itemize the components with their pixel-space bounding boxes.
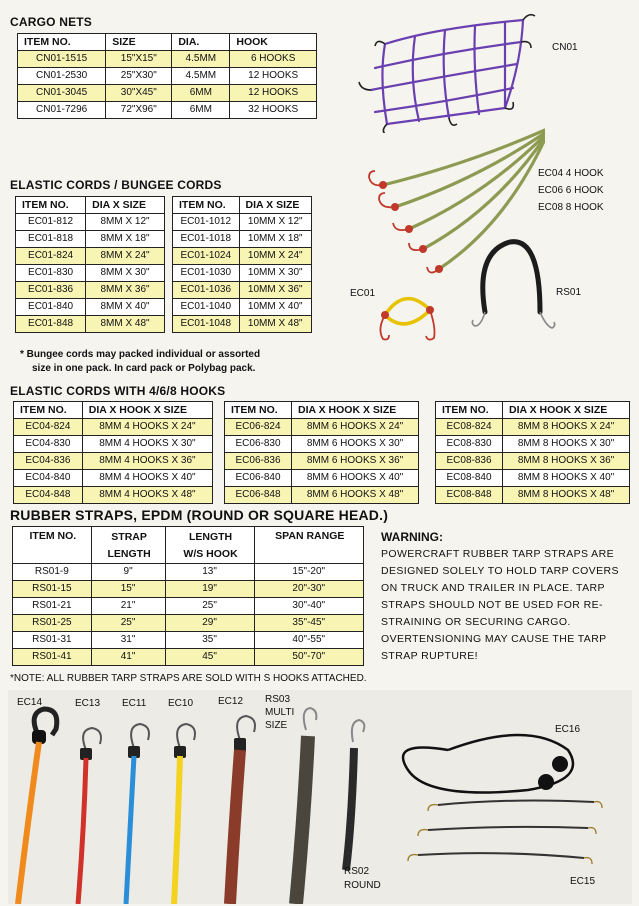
column-header: DIA X SIZE xyxy=(239,197,311,214)
warning-title: WARNING: xyxy=(381,530,443,544)
table-cell: RS01-15 xyxy=(13,581,92,598)
table-cell: 8MM 8 HOOKS X 24" xyxy=(503,419,630,436)
table-cell: RS01-25 xyxy=(13,615,92,632)
column-header: ITEM NO. xyxy=(14,402,83,419)
table-row xyxy=(225,487,419,504)
warning-line: STRAP RUPTURE! xyxy=(381,650,479,662)
warning-line: STRAPS SHOULD NOT BE USED FOR RE- xyxy=(381,599,603,611)
rubber-straps-table xyxy=(12,526,364,666)
table-cell: 20"-30" xyxy=(254,581,363,598)
table-cell: CN01-3045 xyxy=(18,85,106,102)
column-header: ITEM NO. xyxy=(225,402,292,419)
rs03-label-1: RS03 xyxy=(265,694,291,705)
table-row xyxy=(13,615,364,632)
table-cell: 15"-20" xyxy=(254,564,363,581)
table-cell: EC08-824 xyxy=(436,419,503,436)
table-cell: EC06-840 xyxy=(225,470,292,487)
table-cell: EC01-840 xyxy=(16,299,86,316)
table-cell: 8MM X 40" xyxy=(86,299,165,316)
table-cell: EC01-1030 xyxy=(173,265,240,282)
warning-line: OVERTENSIONING MAY CAUSE THE TARP xyxy=(381,633,607,645)
rs01-strap-photo xyxy=(470,232,560,344)
cargo-net-photo xyxy=(345,8,545,133)
table-cell: 31" xyxy=(91,632,165,649)
bungee-note xyxy=(20,348,260,376)
ec08-table xyxy=(435,401,630,504)
table-row xyxy=(13,581,364,598)
ec04-label: EC04 4 HOOK xyxy=(538,168,604,179)
table-cell: 35"-45" xyxy=(254,615,363,632)
table-cell: EC06-836 xyxy=(225,453,292,470)
table-cell: EC01-836 xyxy=(16,282,86,299)
table-cell: 10MM X 18" xyxy=(239,231,311,248)
table-cell: CN01-2530 xyxy=(18,68,106,85)
ec06-label: EC06 6 HOOK xyxy=(538,185,604,196)
table-row xyxy=(436,487,630,504)
table-cell: EC01-824 xyxy=(16,248,86,265)
table-cell: EC08-836 xyxy=(436,453,503,470)
table-cell: 25"X30" xyxy=(106,68,172,85)
table-cell: 8MM 6 HOOKS X 40" xyxy=(292,470,419,487)
table-cell: EC01-1024 xyxy=(173,248,240,265)
table-cell: EC01-1048 xyxy=(173,316,240,333)
table-cell: 4.5MM xyxy=(172,51,230,68)
col-length-ws-hook: LENGTH W/S HOOK xyxy=(165,527,254,564)
table-cell: EC06-848 xyxy=(225,487,292,504)
table-cell: EC08-848 xyxy=(436,487,503,504)
table-cell: 8MM 8 HOOKS X 48" xyxy=(503,487,630,504)
table-cell: CN01-1515 xyxy=(18,51,106,68)
table-cell: 13" xyxy=(165,564,254,581)
ec08-label: EC08 8 HOOK xyxy=(538,202,604,213)
table-cell: 8MM X 36" xyxy=(86,282,165,299)
table-row xyxy=(13,632,364,649)
warning-line: DESIGNED SOLELY TO HOLD TARP COVERS xyxy=(381,565,619,577)
elastic-cords-title: ELASTIC CORDS / BUNGEE CORDS xyxy=(10,178,222,192)
table-cell: 6 HOOKS xyxy=(230,51,317,68)
table-cell: RS01-9 xyxy=(13,564,92,581)
column-header: DIA X HOOK X SIZE xyxy=(503,402,630,419)
ec01-10mm-table xyxy=(172,196,312,333)
table-cell: 10MM X 40" xyxy=(239,299,311,316)
table-cell: 32 HOOKS xyxy=(230,102,317,119)
rubber-straps-title: RUBBER STRAPS, EPDM (ROUND OR SQUARE HEAD.) xyxy=(10,507,389,523)
column-header: ITEM NO. xyxy=(18,34,106,51)
table-row xyxy=(16,231,165,248)
column-header: HOOK xyxy=(230,34,317,51)
table-cell: 35" xyxy=(165,632,254,649)
column-header: ITEM NO. xyxy=(16,197,86,214)
table-cell: 8MM 4 HOOKS X 24" xyxy=(82,419,212,436)
table-row xyxy=(436,419,630,436)
table-cell: 8MM X 12" xyxy=(86,214,165,231)
table-cell: EC01-818 xyxy=(16,231,86,248)
column-header: ITEM NO. xyxy=(173,197,240,214)
rs03-label-2: MULTI xyxy=(265,707,295,718)
ec01-cord-photo xyxy=(365,280,450,350)
warning-line: ON TRUCK AND TRAILER IN PLACE. TARP xyxy=(381,582,605,594)
bungee-note-line2: size in one pack. In card pack or Polybag pack. xyxy=(32,363,256,374)
table-cell: RS01-31 xyxy=(13,632,92,649)
ec11-label: EC11 xyxy=(122,698,147,709)
table-row xyxy=(16,316,165,333)
table-cell: EC01-1040 xyxy=(173,299,240,316)
bottom-products-photo xyxy=(8,690,632,904)
rs03-label-3: SIZE xyxy=(265,720,288,731)
table-row xyxy=(16,299,165,316)
table-cell: EC06-824 xyxy=(225,419,292,436)
table-row xyxy=(16,282,165,299)
ec06-table xyxy=(224,401,419,504)
table-cell: 8MM 4 HOOKS X 48" xyxy=(82,487,212,504)
table-row xyxy=(18,85,317,102)
table-cell: EC01-1012 xyxy=(173,214,240,231)
table-cell: EC04-824 xyxy=(14,419,83,436)
ec14-label: EC14 xyxy=(17,697,43,708)
table-cell: 8MM 4 HOOKS X 40" xyxy=(82,470,212,487)
table-cell: RS01-21 xyxy=(13,598,92,615)
table-row xyxy=(16,248,165,265)
table-cell: 10MM X 30" xyxy=(239,265,311,282)
table-cell: 4.5MM xyxy=(172,68,230,85)
table-cell: 21" xyxy=(91,598,165,615)
rubber-straps-note: *NOTE: ALL RUBBER TARP STRAPS ARE SOLD WITH S HOOKS ATTACHED. xyxy=(10,673,367,684)
table-cell: 8MM 6 HOOKS X 48" xyxy=(292,487,419,504)
table-cell: EC01-1018 xyxy=(173,231,240,248)
table-cell: 19" xyxy=(165,581,254,598)
warning-line: POWERCRAFT RUBBER TARP STRAPS ARE xyxy=(381,548,614,560)
table-cell: 15"X15" xyxy=(106,51,172,68)
table-row xyxy=(173,282,312,299)
table-row xyxy=(18,102,317,119)
cn01-label: CN01 xyxy=(552,42,578,53)
column-header: DIA X HOOK X SIZE xyxy=(292,402,419,419)
rs02-label-2: ROUND xyxy=(344,880,381,891)
table-cell: EC01-812 xyxy=(16,214,86,231)
table-cell: 25" xyxy=(91,615,165,632)
table-cell: 40"-55" xyxy=(254,632,363,649)
rs01-label: RS01 xyxy=(556,287,582,298)
table-cell: EC04-836 xyxy=(14,453,83,470)
ec10-label: EC10 xyxy=(168,698,194,709)
warning-text xyxy=(381,546,631,665)
table-cell: EC04-848 xyxy=(14,487,83,504)
table-cell: EC01-1036 xyxy=(173,282,240,299)
table-cell: 8MM X 24" xyxy=(86,248,165,265)
ec13-label: EC13 xyxy=(75,698,101,709)
cargo-nets-table xyxy=(17,33,317,119)
table-cell: 10MM X 36" xyxy=(239,282,311,299)
table-row xyxy=(13,649,364,666)
table-cell: 12 HOOKS xyxy=(230,85,317,102)
bungee-note-line1: * Bungee cords may packed individual or assorted xyxy=(20,349,261,360)
table-cell: 10MM X 48" xyxy=(239,316,311,333)
rs02-label-1: RS02 xyxy=(344,866,370,877)
table-cell: 8MM X 48" xyxy=(86,316,165,333)
table-row xyxy=(225,436,419,453)
column-header: SIZE xyxy=(106,34,172,51)
table-cell: 25" xyxy=(165,598,254,615)
table-cell: 8MM 8 HOOKS X 30" xyxy=(503,436,630,453)
table-row xyxy=(14,487,213,504)
table-cell: 12 HOOKS xyxy=(230,68,317,85)
ec12-label: EC12 xyxy=(218,696,244,707)
table-row xyxy=(436,470,630,487)
table-row xyxy=(173,248,312,265)
table-cell: 6MM xyxy=(172,85,230,102)
table-cell: EC08-830 xyxy=(436,436,503,453)
table-row xyxy=(14,453,213,470)
col-strap-length: STRAP LENGTH xyxy=(91,527,165,564)
table-cell: 8MM 6 HOOKS X 36" xyxy=(292,453,419,470)
column-header: DIA X HOOK X SIZE xyxy=(82,402,212,419)
table-cell: EC01-830 xyxy=(16,265,86,282)
table-cell: 72"X96" xyxy=(106,102,172,119)
table-row xyxy=(436,436,630,453)
table-cell: 15" xyxy=(91,581,165,598)
table-row xyxy=(173,316,312,333)
table-row xyxy=(14,436,213,453)
table-row xyxy=(13,598,364,615)
table-cell: 9" xyxy=(91,564,165,581)
table-cell: 8MM X 18" xyxy=(86,231,165,248)
table-cell: 29" xyxy=(165,615,254,632)
table-cell: 30"-40" xyxy=(254,598,363,615)
table-row xyxy=(173,231,312,248)
table-row xyxy=(225,470,419,487)
table-cell: 45" xyxy=(165,649,254,666)
table-row xyxy=(18,51,317,68)
column-header: ITEM NO. xyxy=(436,402,503,419)
table-cell: 8MM 6 HOOKS X 24" xyxy=(292,419,419,436)
table-cell: 8MM 4 HOOKS X 36" xyxy=(82,453,212,470)
table-cell: EC06-830 xyxy=(225,436,292,453)
warning-line: STRAINING OR SECURING CARGO. xyxy=(381,616,571,628)
table-cell: 30"X45" xyxy=(106,85,172,102)
col-item-no: ITEM NO. xyxy=(13,527,92,564)
ec15-label: EC15 xyxy=(570,876,596,887)
table-row xyxy=(18,68,317,85)
table-cell: 10MM X 12" xyxy=(239,214,311,231)
cargo-nets-title: CARGO NETS xyxy=(10,15,93,29)
ec16-label: EC16 xyxy=(555,724,581,735)
table-row xyxy=(14,470,213,487)
table-row xyxy=(13,564,364,581)
table-row xyxy=(436,453,630,470)
table-cell: 6MM xyxy=(172,102,230,119)
table-cell: 8MM 6 HOOKS X 30" xyxy=(292,436,419,453)
table-row xyxy=(14,419,213,436)
table-cell: CN01-7296 xyxy=(18,102,106,119)
table-cell: 8MM 8 HOOKS X 40" xyxy=(503,470,630,487)
table-cell: EC08-840 xyxy=(436,470,503,487)
table-cell: EC04-840 xyxy=(14,470,83,487)
column-header: DIA X SIZE xyxy=(86,197,165,214)
table-row xyxy=(173,214,312,231)
table-row xyxy=(16,214,165,231)
table-cell: 8MM X 30" xyxy=(86,265,165,282)
ec01-8mm-table xyxy=(15,196,165,333)
hook-cords-title: ELASTIC CORDS WITH 4/6/8 HOOKS xyxy=(10,384,226,398)
table-cell: 10MM X 24" xyxy=(239,248,311,265)
table-row xyxy=(173,299,312,316)
ec01-label: EC01 xyxy=(350,288,376,299)
column-header: DIA. xyxy=(172,34,230,51)
table-row xyxy=(173,265,312,282)
ec04-table xyxy=(13,401,213,504)
table-row xyxy=(225,419,419,436)
table-row xyxy=(225,453,419,470)
table-cell: RS01-41 xyxy=(13,649,92,666)
col-span-range: SPAN RANGE xyxy=(254,527,363,564)
table-cell: EC01-848 xyxy=(16,316,86,333)
table-cell: EC04-830 xyxy=(14,436,83,453)
table-cell: 8MM 4 HOOKS X 30" xyxy=(82,436,212,453)
table-cell: 50"-70" xyxy=(254,649,363,666)
table-row xyxy=(16,265,165,282)
table-cell: 41" xyxy=(91,649,165,666)
table-cell: 8MM 8 HOOKS X 36" xyxy=(503,453,630,470)
